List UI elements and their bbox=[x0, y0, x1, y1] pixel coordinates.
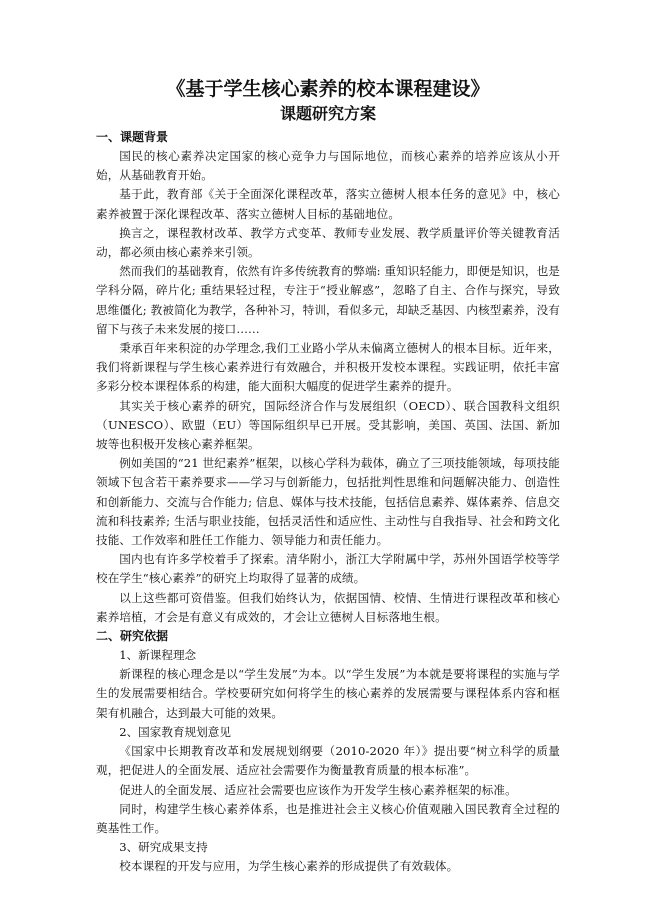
section-background bbox=[96, 128, 560, 627]
document-title: 《基于学生核心素养的校本课程建设》 bbox=[166, 78, 490, 100]
subsection-label: 2、国家教育规划意见 bbox=[119, 724, 231, 739]
paragraph: 促进人的全面发展、适应社会需要也应该作为开发学生核心素养框架的标准。 bbox=[119, 782, 517, 797]
paragraph: 国民的核心素养决定国家的核心竞争力与国际地位，而核心素养的培养应该从小开始，从基础教育开始。 bbox=[96, 149, 560, 183]
paragraph: 《国家中长期教育改革和发展规划纲要（2010-2020 年）》提出要“树立科学的质量观，把促进人的全面发展、适应社会需要作为衡量教育质量的根本标准”。 bbox=[96, 744, 560, 778]
section-basis bbox=[96, 627, 560, 876]
paragraph: 秉承百年来积淀的办学理念,我们工业路小学从未偏离立德树人的根本目标。近年来，我们将新课程与学生核心素养进行有效融合，并积极开发校本课程。实践证明，依托丰富多彩分校本课程体系的构建，能大面积大幅度的促进学生素养的提升。 bbox=[96, 341, 560, 394]
paragraph: 新课程的核心理念是以“学生发展”为本。以“学生发展”为本就是要将课程的实施与学生的发展需要相结合。学校要研究如何将学生的核心素养的发展需要与课程体系内容和框架有机融合，达到最大可能的效果。 bbox=[96, 667, 560, 720]
paragraph: 同时，构建学生核心素养体系，也是推进社会主义核心价值观融入国民教育全过程的奠基性工作。 bbox=[96, 801, 560, 835]
paragraph: 然而我们的基础教育，依然有许多传统教育的弊端: 重知识轻能力，即便是知识，也是学科分隔，碎片化; 重结果轻过程，专注于“授业解惑”，忽略了自主、合作与探究，导致思维僵化; 教被简化为教学，各种补习，特训，看似多元，却缺乏基因、内核型素养，没有留下与孩子未来发展的接口…… bbox=[96, 264, 560, 336]
paragraph: 以上这些都可资借鉴。但我们始终认为，依据国情、校情、生情进行课程改革和核心素养培植，才会是有意义有成效的，才会让立德树人目标落地生根。 bbox=[96, 590, 560, 624]
paragraph: 例如美国的“21 世纪素养”框架，以核心学科为载体，确立了三项技能领域，每项技能领域下包含若干素养要求——学习与创新能力，包括批判性思维和问题解决能力、创造性和创新能力、交流与合作能力; 信息、媒体与技术技能，包括信息素养、媒体素养、信息交流和科技素养; 生活与职业技能，包括灵活性和适应性、主动性与自我指导、社会和跨文化技能、工作效率和胜任工作能力、领导能力和责任能力。 bbox=[96, 456, 560, 548]
document-subtitle: 课题研究方案 bbox=[279, 104, 376, 123]
paragraph: 基于此，教育部《关于全面深化课程改革，落实立德树人根本任务的意见》中，核心素养被置于深化课程改革、落实立德树人目标的基础地位。 bbox=[96, 187, 560, 221]
paragraph: 换言之，课程教材改革、教学方式变革、教师专业发展、教学质量评价等关键教育活动，都必须由核心素养来引领。 bbox=[96, 225, 560, 260]
subsection-label: 1、新课程理念 bbox=[119, 648, 197, 663]
section-heading: 二、研究依据 bbox=[96, 629, 169, 644]
paragraph: 校本课程的开发与应用，为学生核心素养的形成提供了有效载体。 bbox=[119, 859, 459, 874]
paragraph: 其实关于核心素养的研究，国际经济合作与发展组织（OECD）、联合国教科文组织（UNESCO）、欧盟（EU）等国际组织早已开展。受其影响，美国、英国、法国、新加坡等也积极开发核心素养框架。 bbox=[96, 398, 560, 452]
subsection-label: 3、研究成果支持 bbox=[119, 840, 208, 855]
section-heading: 一、课题背景 bbox=[96, 130, 169, 144]
paragraph: 国内也有许多学校着手了探索。清华附小，浙江大学附属中学，苏州外国语学校等学校在学生“核心素养”的研究上均取得了显著的成绩。 bbox=[96, 552, 560, 586]
